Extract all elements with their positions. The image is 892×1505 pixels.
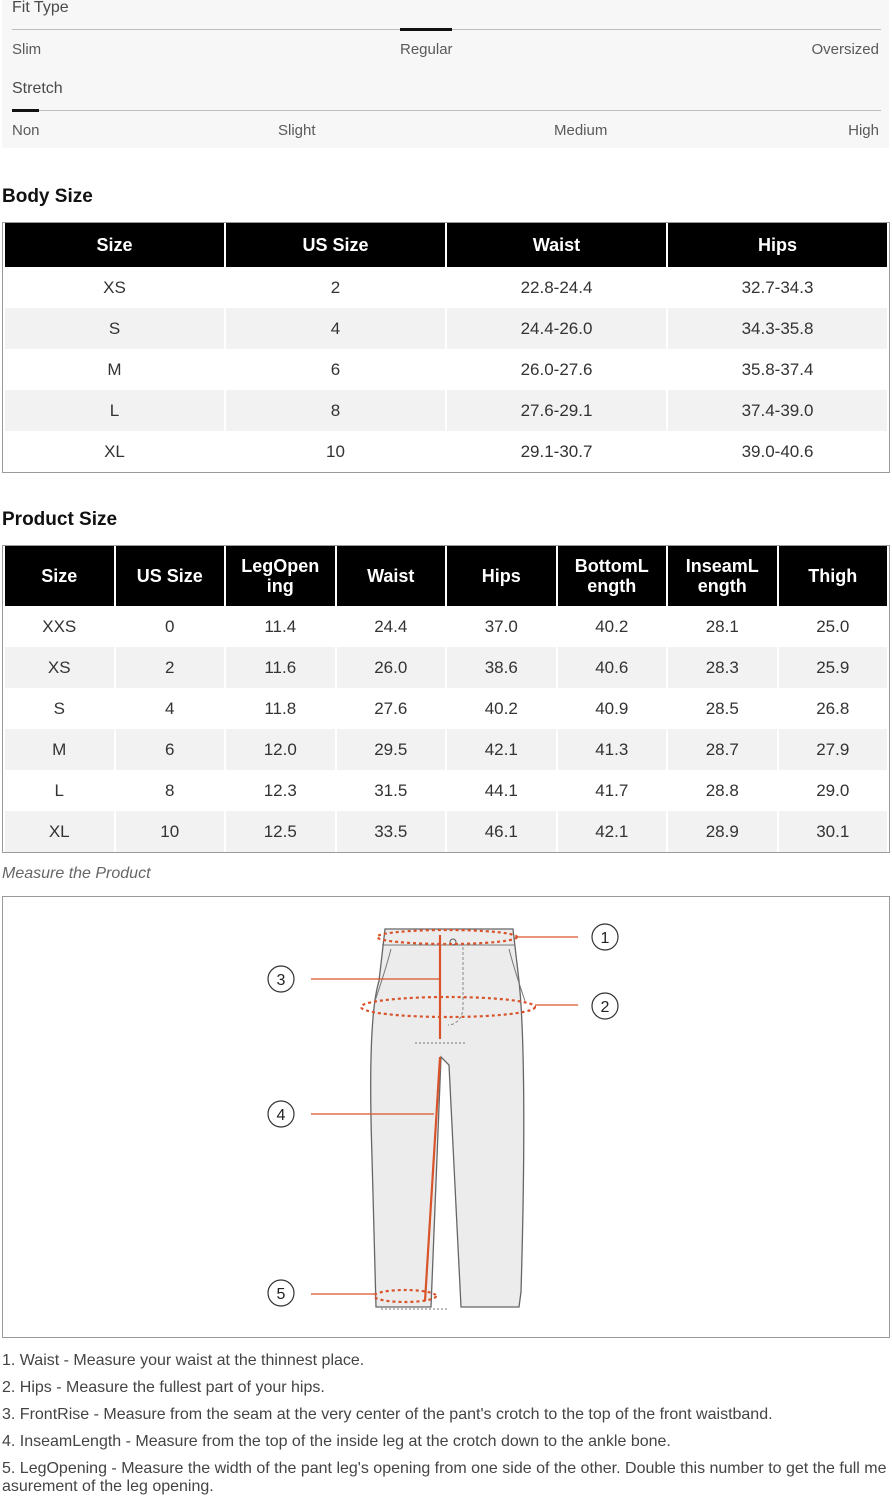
table-row (5, 606, 887, 647)
callout-label: 3 (276, 972, 286, 989)
cell-us-size: 8 (226, 390, 445, 431)
cell-bottom-length: 42.1 (558, 811, 667, 852)
cell-thigh: 29.0 (779, 770, 888, 811)
cell-size: XS (5, 647, 114, 688)
cell-us-size: 2 (116, 647, 225, 688)
cell-size: XL (5, 431, 224, 472)
cell-us-size: 6 (116, 729, 225, 770)
cell-size: L (5, 390, 224, 431)
cell-hips: 44.1 (447, 770, 556, 811)
cell-waist: 27.6-29.1 (447, 390, 666, 431)
cell-size: M (5, 729, 114, 770)
cell-us-size: 6 (226, 349, 445, 390)
cell-hips: 34.3-35.8 (668, 308, 887, 349)
diagram-caption: Measure the Product (2, 865, 151, 882)
cell-waist: 31.5 (337, 770, 446, 811)
header-thigh: Thigh (779, 546, 888, 606)
cell-hips: 35.8-37.4 (668, 349, 887, 390)
stretch-label-medium: Medium (554, 122, 608, 139)
cell-size: L (5, 770, 114, 811)
stretch-indicator (12, 109, 39, 112)
cell-inseam-length: 28.1 (668, 606, 777, 647)
table-row (5, 308, 887, 349)
pants-outline (371, 929, 524, 1307)
cell-hips: 37.0 (447, 606, 556, 647)
callout-label: 1 (600, 930, 610, 947)
callout-1 (592, 924, 618, 950)
table-row (5, 431, 887, 472)
product-size-table (2, 545, 890, 853)
fit-stretch-panel (2, 0, 889, 148)
note-hips: 2. Hips - Measure the fullest part of your hips. (2, 1379, 325, 1396)
stretch-label-slight: Slight (278, 122, 316, 139)
header-inseam-length: InseamL ength (668, 546, 777, 606)
stretch-track (12, 110, 881, 111)
cell-hips: 42.1 (447, 729, 556, 770)
table-header-row (5, 223, 887, 267)
note-front-rise: 3. FrontRise - Measure from the seam at the very center of the pant's crotch to the top of the front waistband. (2, 1406, 773, 1423)
header-leg-opening: LegOpen ing (226, 546, 335, 606)
cell-bottom-length: 40.6 (558, 647, 667, 688)
cell-thigh: 30.1 (779, 811, 888, 852)
header-hips: Hips (447, 546, 556, 606)
callout-label: 5 (276, 1286, 286, 1303)
cell-us-size: 10 (116, 811, 225, 852)
cell-bottom-length: 41.3 (558, 729, 667, 770)
fit-type-label-regular: Regular (400, 41, 453, 58)
cell-size: XS (5, 267, 224, 308)
cell-bottom-length: 40.9 (558, 688, 667, 729)
cell-leg-opening: 12.5 (226, 811, 335, 852)
header-hips: Hips (668, 223, 887, 267)
table-row (5, 770, 887, 811)
measurement-diagram (2, 896, 890, 1338)
table-row (5, 390, 887, 431)
cell-waist: 26.0 (337, 647, 446, 688)
stretch-title: Stretch (12, 80, 63, 97)
header-bottom-length: BottomL ength (558, 546, 667, 606)
cell-size: S (5, 308, 224, 349)
cell-waist: 33.5 (337, 811, 446, 852)
header-size: Size (5, 223, 224, 267)
table-row (5, 647, 887, 688)
callout-5 (268, 1280, 294, 1306)
body-size-table (2, 222, 890, 473)
fit-type-indicator (400, 28, 452, 31)
cell-us-size: 2 (226, 267, 445, 308)
cell-inseam-length: 28.8 (668, 770, 777, 811)
cell-hips: 40.2 (447, 688, 556, 729)
header-waist: Waist (447, 223, 666, 267)
pants-illustration (3, 897, 889, 1337)
table-row (5, 349, 887, 390)
cell-bottom-length: 41.7 (558, 770, 667, 811)
header-waist: Waist (337, 546, 446, 606)
cell-leg-opening: 12.0 (226, 729, 335, 770)
cell-waist: 26.0-27.6 (447, 349, 666, 390)
table-row (5, 729, 887, 770)
cell-waist: 27.6 (337, 688, 446, 729)
stretch-label-non: Non (12, 122, 40, 139)
fit-type-label-oversized: Oversized (811, 41, 879, 58)
note-waist: 1. Waist - Measure your waist at the thinnest place. (2, 1352, 365, 1369)
cell-size: XL (5, 811, 114, 852)
product-size-title: Product Size (2, 509, 118, 530)
cell-waist: 29.5 (337, 729, 446, 770)
cell-hips: 46.1 (447, 811, 556, 852)
callout-2 (592, 993, 618, 1019)
cell-hips: 39.0-40.6 (668, 431, 887, 472)
fit-type-label-slim: Slim (12, 41, 42, 58)
stretch-label-high: High (848, 122, 879, 139)
cell-us-size: 10 (226, 431, 445, 472)
cell-waist: 22.8-24.4 (447, 267, 666, 308)
header-size: Size (5, 546, 114, 606)
cell-thigh: 26.8 (779, 688, 888, 729)
cell-hips: 38.6 (447, 647, 556, 688)
cell-thigh: 25.9 (779, 647, 888, 688)
measurement-notes (2, 1352, 888, 1505)
table-header-row (5, 546, 887, 606)
cell-leg-opening: 11.8 (226, 688, 335, 729)
table-row (5, 688, 887, 729)
table-row (5, 811, 887, 852)
cell-hips: 32.7-34.3 (668, 267, 887, 308)
cell-us-size: 4 (116, 688, 225, 729)
callout-3 (268, 966, 294, 992)
note-inseam-length: 4. InseamLength - Measure from the top of the inside leg at the crotch down to the ankle bone. (2, 1433, 671, 1450)
cell-leg-opening: 11.6 (226, 647, 335, 688)
fit-type-title: Fit Type (12, 0, 69, 16)
header-us-size: US Size (116, 546, 225, 606)
table-row (5, 267, 887, 308)
cell-inseam-length: 28.9 (668, 811, 777, 852)
cell-waist: 24.4 (337, 606, 446, 647)
cell-inseam-length: 28.7 (668, 729, 777, 770)
body-size-title: Body Size (2, 186, 93, 207)
cell-bottom-length: 40.2 (558, 606, 667, 647)
cell-leg-opening: 11.4 (226, 606, 335, 647)
cell-us-size: 0 (116, 606, 225, 647)
callout-label: 2 (600, 999, 610, 1016)
cell-inseam-length: 28.3 (668, 647, 777, 688)
cell-thigh: 25.0 (779, 606, 888, 647)
cell-size: S (5, 688, 114, 729)
cell-size: XXS (5, 606, 114, 647)
cell-waist: 29.1-30.7 (447, 431, 666, 472)
cell-thigh: 27.9 (779, 729, 888, 770)
cell-us-size: 8 (116, 770, 225, 811)
cell-waist: 24.4-26.0 (447, 308, 666, 349)
cell-hips: 37.4-39.0 (668, 390, 887, 431)
cell-leg-opening: 12.3 (226, 770, 335, 811)
header-us-size: US Size (226, 223, 445, 267)
note-leg-opening: 5. LegOpening - Measure the width of the pant leg's opening from one side of the other. Double this number to get the full measurement of the leg opening. (2, 1460, 887, 1495)
cell-inseam-length: 28.5 (668, 688, 777, 729)
callout-4 (268, 1101, 294, 1127)
callout-label: 4 (276, 1107, 286, 1124)
cell-us-size: 4 (226, 308, 445, 349)
cell-size: M (5, 349, 224, 390)
